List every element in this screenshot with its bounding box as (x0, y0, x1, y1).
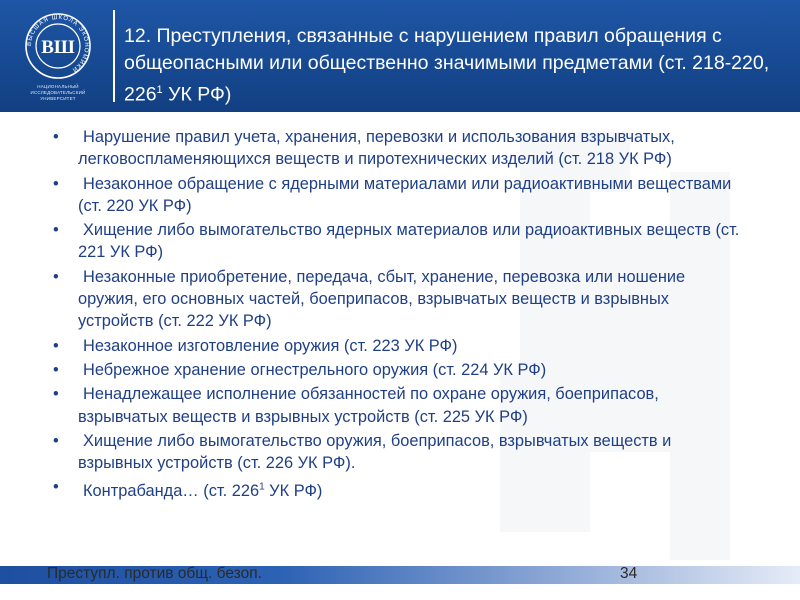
bullet-text (83, 482, 322, 500)
bullet-marker: • (53, 267, 59, 286)
bullet-item (0, 335, 760, 357)
footer-text: Преступл. против общ. безоп. (47, 565, 262, 582)
page-number: 34 (620, 565, 638, 582)
bullet-item (0, 173, 760, 218)
bullet-text: Небрежное хранение огнестрельного оружия (ст. 224 УК РФ) (83, 360, 547, 379)
bullet-item (0, 359, 760, 381)
bullet-marker: • (53, 431, 59, 450)
bullet-text-start: Контрабанда… (ст. 226 (83, 481, 260, 500)
bullet-text-end: УК РФ) (264, 481, 323, 500)
bullet-text: Незаконное изготовление оружия (ст. 223 УК РФ) (83, 336, 458, 355)
bullet-item (0, 476, 760, 502)
logo-monogram: ВШ (41, 37, 75, 58)
bullet-list (0, 126, 760, 504)
logo-emblem (14, 10, 102, 84)
bullet-text: Незаконное обращение с ядерными материалами или радиоактивными веществами (ст. 220 УК РФ) (78, 174, 732, 215)
slide-body (0, 112, 800, 560)
bullet-item (0, 219, 760, 264)
bullet-text: Хищение либо вымогательство оружия, боеприпасов, взрывчатых веществ и взрывных устройств (ст. 226 УК РФ). (78, 431, 672, 473)
bullet-item (0, 126, 760, 171)
bullet-marker: • (53, 478, 59, 497)
bullet-marker: • (53, 221, 59, 240)
header-divider (113, 10, 115, 102)
bullet-marker: • (53, 336, 59, 355)
bullet-item (0, 266, 760, 333)
title-text: 12. Преступления, связанные с нарушением правил обращения с общеопасными или общественно значимыми предметами (ст. 218-220, 226 (124, 25, 770, 106)
title-superscript: 1 (156, 84, 163, 96)
bullet-text: Нарушение правил учета, хранения, перевозки и использования взрывчатых, легковоспламеняющихся веществ и пиротехнических изделий (ст. 218 УК РФ) (78, 128, 675, 169)
bullet-item (0, 383, 760, 428)
slide-title (124, 23, 774, 109)
bullet-marker: • (53, 385, 59, 404)
bullet-item (0, 430, 760, 475)
logo-ring-text: ВЫСШАЯ ШКОЛА ЭКОНОМИКИ (26, 14, 90, 73)
slide-header (0, 0, 800, 112)
logo-caption: НАЦИОНАЛЬНЫЙ ИССЛЕДОВАТЕЛЬСКИЙ УНИВЕРСИТЕТ (30, 84, 86, 101)
university-logo (14, 10, 102, 106)
bullet-marker: • (53, 128, 59, 146)
bullet-marker: • (53, 174, 59, 193)
title-text-end: УК РФ) (162, 83, 232, 106)
bullet-superscript: 1 (259, 481, 265, 493)
bullet-marker: • (53, 360, 59, 379)
bullet-text: Ненадлежащее исполнение обязанностей по охране оружия, боеприпасов, взрывчатых веществ и взрывных устройств (ст. 225 УК РФ) (78, 385, 659, 426)
bullet-text: Незаконные приобретение, передача, сбыт, хранение, перевозка или ношение оружия, его основных частей, боеприпасов, взрывчатых веществ и взрывных устройств (ст. 222 УК РФ) (78, 267, 686, 331)
bullet-text: Хищение либо вымогательство ядерных материалов или радиоактивных веществ (ст. 221 УК РФ) (78, 221, 740, 262)
